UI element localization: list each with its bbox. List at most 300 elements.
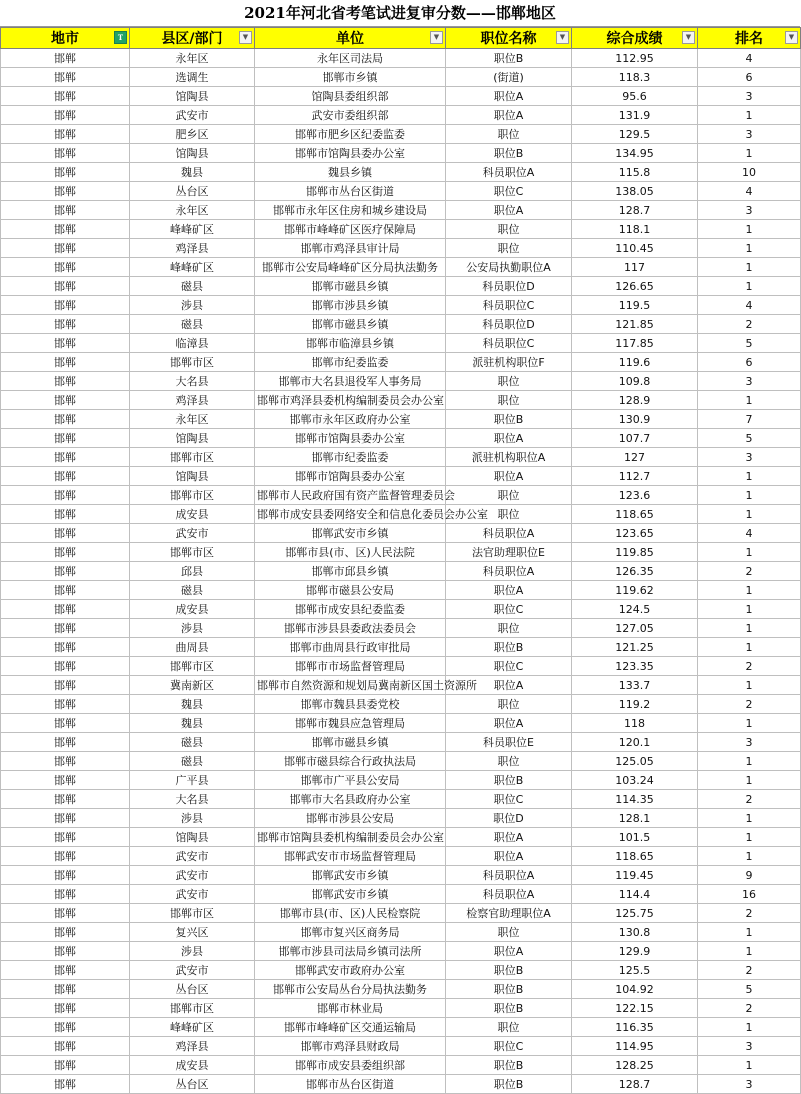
cell-unit[interactable]: 邯郸市馆陶县委机构编制委员会办公室 xyxy=(255,828,446,847)
cell-rank[interactable]: 1 xyxy=(698,714,801,733)
cell-district[interactable]: 鸡泽县 xyxy=(130,1037,255,1056)
table-row[interactable] xyxy=(1,847,801,866)
cell-city[interactable]: 邯郸 xyxy=(1,999,130,1018)
cell-rank[interactable]: 1 xyxy=(698,676,801,695)
cell-district[interactable]: 复兴区 xyxy=(130,923,255,942)
cell-district[interactable]: 邯郸市区 xyxy=(130,353,255,372)
cell-district[interactable]: 邯郸市区 xyxy=(130,543,255,562)
table-row[interactable] xyxy=(1,809,801,828)
cell-rank[interactable]: 7 xyxy=(698,410,801,429)
cell-position[interactable]: 职位B xyxy=(446,49,572,68)
table-row[interactable] xyxy=(1,429,801,448)
cell-rank[interactable]: 1 xyxy=(698,771,801,790)
cell-rank[interactable]: 1 xyxy=(698,467,801,486)
cell-rank[interactable]: 4 xyxy=(698,182,801,201)
cell-unit[interactable]: 邯郸武安市市场监督管理局 xyxy=(255,847,446,866)
table-row[interactable] xyxy=(1,676,801,695)
cell-city[interactable]: 邯郸 xyxy=(1,1075,130,1094)
cell-rank[interactable]: 1 xyxy=(698,600,801,619)
cell-city[interactable]: 邯郸 xyxy=(1,600,130,619)
cell-city[interactable]: 邯郸 xyxy=(1,448,130,467)
cell-rank[interactable]: 1 xyxy=(698,391,801,410)
cell-district[interactable]: 永年区 xyxy=(130,49,255,68)
table-row[interactable] xyxy=(1,866,801,885)
cell-city[interactable]: 邯郸 xyxy=(1,904,130,923)
cell-position[interactable]: 职位A xyxy=(446,847,572,866)
cell-position[interactable]: 职位B xyxy=(446,144,572,163)
cell-score[interactable]: 123.65 xyxy=(572,524,698,543)
cell-city[interactable]: 邯郸 xyxy=(1,220,130,239)
cell-city[interactable]: 邯郸 xyxy=(1,676,130,695)
cell-unit[interactable]: 邯郸市大名县政府办公室 xyxy=(255,790,446,809)
cell-district[interactable]: 涉县 xyxy=(130,296,255,315)
cell-city[interactable]: 邯郸 xyxy=(1,353,130,372)
cell-score[interactable]: 118.3 xyxy=(572,68,698,87)
table-row[interactable] xyxy=(1,790,801,809)
cell-score[interactable]: 120.1 xyxy=(572,733,698,752)
table-row[interactable] xyxy=(1,144,801,163)
cell-score[interactable]: 116.35 xyxy=(572,1018,698,1037)
cell-city[interactable]: 邯郸 xyxy=(1,942,130,961)
cell-city[interactable]: 邯郸 xyxy=(1,106,130,125)
cell-unit[interactable]: 邯郸市肥乡区纪委监委 xyxy=(255,125,446,144)
cell-district[interactable]: 魏县 xyxy=(130,695,255,714)
cell-unit[interactable]: 邯郸市临漳县乡镇 xyxy=(255,334,446,353)
cell-unit[interactable]: 邯郸市磁县乡镇 xyxy=(255,733,446,752)
cell-score[interactable]: 103.24 xyxy=(572,771,698,790)
cell-unit[interactable]: 邯郸市鸡泽县委机构编制委员会办公室 xyxy=(255,391,446,410)
table-row[interactable] xyxy=(1,657,801,676)
table-row[interactable] xyxy=(1,581,801,600)
cell-position[interactable]: 职位B xyxy=(446,1056,572,1075)
table-row[interactable] xyxy=(1,391,801,410)
cell-rank[interactable]: 5 xyxy=(698,980,801,999)
cell-score[interactable]: 119.85 xyxy=(572,543,698,562)
cell-position[interactable]: 公安局执勤职位A xyxy=(446,258,572,277)
cell-position[interactable]: 法官助理职位E xyxy=(446,543,572,562)
cell-rank[interactable]: 5 xyxy=(698,429,801,448)
cell-rank[interactable]: 2 xyxy=(698,999,801,1018)
cell-position[interactable]: 职位 xyxy=(446,486,572,505)
cell-score[interactable]: 114.95 xyxy=(572,1037,698,1056)
table-row[interactable] xyxy=(1,904,801,923)
cell-city[interactable]: 邯郸 xyxy=(1,695,130,714)
cell-position[interactable]: 职位A xyxy=(446,467,572,486)
cell-position[interactable]: 职位 xyxy=(446,220,572,239)
cell-position[interactable]: 职位C xyxy=(446,790,572,809)
cell-rank[interactable]: 3 xyxy=(698,201,801,220)
cell-rank[interactable]: 1 xyxy=(698,220,801,239)
table-row[interactable] xyxy=(1,638,801,657)
table-row[interactable] xyxy=(1,524,801,543)
cell-score[interactable]: 119.62 xyxy=(572,581,698,600)
cell-city[interactable]: 邯郸 xyxy=(1,524,130,543)
cell-position[interactable]: 职位D xyxy=(446,809,572,828)
cell-unit[interactable]: 邯郸市涉县县委政法委员会 xyxy=(255,619,446,638)
cell-position[interactable]: 职位A xyxy=(446,714,572,733)
cell-score[interactable]: 127.05 xyxy=(572,619,698,638)
cell-unit[interactable]: 邯郸市县(市、区)人民检察院 xyxy=(255,904,446,923)
cell-district[interactable]: 馆陶县 xyxy=(130,429,255,448)
cell-district[interactable]: 永年区 xyxy=(130,410,255,429)
cell-unit[interactable]: 邯郸市涉县乡镇 xyxy=(255,296,446,315)
cell-rank[interactable]: 1 xyxy=(698,847,801,866)
cell-city[interactable]: 邯郸 xyxy=(1,923,130,942)
cell-score[interactable]: 130.9 xyxy=(572,410,698,429)
cell-unit[interactable]: 邯郸市成安县委组织部 xyxy=(255,1056,446,1075)
cell-district[interactable]: 邯郸市区 xyxy=(130,448,255,467)
cell-position[interactable]: 职位 xyxy=(446,1018,572,1037)
cell-district[interactable]: 馆陶县 xyxy=(130,144,255,163)
cell-city[interactable]: 邯郸 xyxy=(1,638,130,657)
cell-unit[interactable]: 邯郸市磁县公安局 xyxy=(255,581,446,600)
cell-district[interactable]: 成安县 xyxy=(130,505,255,524)
cell-rank[interactable]: 1 xyxy=(698,619,801,638)
cell-rank[interactable]: 1 xyxy=(698,809,801,828)
cell-city[interactable]: 邯郸 xyxy=(1,1037,130,1056)
table-row[interactable] xyxy=(1,961,801,980)
cell-district[interactable]: 武安市 xyxy=(130,524,255,543)
cell-unit[interactable]: 魏县乡镇 xyxy=(255,163,446,182)
cell-unit[interactable]: 邯郸市磁县乡镇 xyxy=(255,277,446,296)
table-row[interactable] xyxy=(1,296,801,315)
filter-dropdown-icon[interactable]: ▼ xyxy=(556,31,569,44)
cell-city[interactable]: 邯郸 xyxy=(1,866,130,885)
cell-city[interactable]: 邯郸 xyxy=(1,809,130,828)
cell-city[interactable]: 邯郸 xyxy=(1,1018,130,1037)
cell-rank[interactable]: 3 xyxy=(698,1037,801,1056)
cell-position[interactable]: 职位 xyxy=(446,923,572,942)
cell-position[interactable]: 科员职位C xyxy=(446,334,572,353)
table-row[interactable] xyxy=(1,543,801,562)
cell-city[interactable]: 邯郸 xyxy=(1,239,130,258)
cell-position[interactable]: 派驻机构职位A xyxy=(446,448,572,467)
cell-unit[interactable]: 馆陶县委组织部 xyxy=(255,87,446,106)
table-row[interactable] xyxy=(1,1075,801,1094)
cell-position[interactable]: 职位A xyxy=(446,942,572,961)
cell-city[interactable]: 邯郸 xyxy=(1,467,130,486)
cell-position[interactable]: 科员职位C xyxy=(446,296,572,315)
cell-unit[interactable]: 邯郸市永年区住房和城乡建设局 xyxy=(255,201,446,220)
filter-dropdown-icon[interactable]: ▼ xyxy=(785,31,798,44)
cell-rank[interactable]: 2 xyxy=(698,562,801,581)
cell-unit[interactable]: 邯郸市魏县县委党校 xyxy=(255,695,446,714)
cell-unit[interactable]: 邯郸市成安县纪委监委 xyxy=(255,600,446,619)
cell-rank[interactable]: 9 xyxy=(698,866,801,885)
cell-unit[interactable]: 邯郸市人民政府国有资产监督管理委员会 xyxy=(255,486,446,505)
cell-district[interactable]: 武安市 xyxy=(130,847,255,866)
cell-city[interactable]: 邯郸 xyxy=(1,391,130,410)
cell-rank[interactable]: 10 xyxy=(698,163,801,182)
table-row[interactable] xyxy=(1,49,801,68)
table-row[interactable] xyxy=(1,334,801,353)
cell-score[interactable]: 125.75 xyxy=(572,904,698,923)
cell-rank[interactable]: 4 xyxy=(698,296,801,315)
cell-unit[interactable]: 邯郸武安市乡镇 xyxy=(255,885,446,904)
cell-unit[interactable]: 邯郸市邱县乡镇 xyxy=(255,562,446,581)
cell-city[interactable]: 邯郸 xyxy=(1,847,130,866)
cell-position[interactable]: 职位A xyxy=(446,581,572,600)
cell-rank[interactable]: 5 xyxy=(698,334,801,353)
cell-score[interactable]: 112.95 xyxy=(572,49,698,68)
cell-city[interactable]: 邯郸 xyxy=(1,182,130,201)
cell-score[interactable]: 125.05 xyxy=(572,752,698,771)
cell-unit[interactable]: 邯郸市磁县乡镇 xyxy=(255,315,446,334)
cell-district[interactable]: 曲周县 xyxy=(130,638,255,657)
cell-position[interactable]: 职位B xyxy=(446,999,572,1018)
cell-city[interactable]: 邯郸 xyxy=(1,429,130,448)
cell-rank[interactable]: 2 xyxy=(698,315,801,334)
cell-unit[interactable]: 邯郸市丛台区街道 xyxy=(255,1075,446,1094)
table-row[interactable] xyxy=(1,87,801,106)
cell-position[interactable]: 职位A xyxy=(446,828,572,847)
cell-unit[interactable]: 邯郸市广平县公安局 xyxy=(255,771,446,790)
cell-score[interactable]: 118 xyxy=(572,714,698,733)
table-row[interactable] xyxy=(1,600,801,619)
table-row[interactable] xyxy=(1,486,801,505)
cell-district[interactable]: 选调生 xyxy=(130,68,255,87)
table-row[interactable] xyxy=(1,695,801,714)
cell-score[interactable]: 129.5 xyxy=(572,125,698,144)
cell-position[interactable]: 职位A xyxy=(446,201,572,220)
cell-district[interactable]: 磁县 xyxy=(130,733,255,752)
cell-score[interactable]: 128.9 xyxy=(572,391,698,410)
filter-dropdown-icon[interactable]: ▼ xyxy=(682,31,695,44)
cell-district[interactable]: 大名县 xyxy=(130,790,255,809)
cell-score[interactable]: 130.8 xyxy=(572,923,698,942)
cell-position[interactable]: 职位B xyxy=(446,961,572,980)
table-row[interactable] xyxy=(1,201,801,220)
cell-rank[interactable]: 3 xyxy=(698,448,801,467)
cell-city[interactable]: 邯郸 xyxy=(1,885,130,904)
cell-rank[interactable]: 1 xyxy=(698,505,801,524)
cell-position[interactable]: 职位A xyxy=(446,87,572,106)
cell-city[interactable]: 邯郸 xyxy=(1,258,130,277)
cell-district[interactable]: 邯郸市区 xyxy=(130,904,255,923)
filter-active-icon[interactable]: T xyxy=(114,31,127,44)
table-row[interactable] xyxy=(1,163,801,182)
table-row[interactable] xyxy=(1,714,801,733)
cell-unit[interactable]: 邯郸武安市乡镇 xyxy=(255,866,446,885)
table-row[interactable] xyxy=(1,619,801,638)
cell-unit[interactable]: 邯郸市馆陶县委办公室 xyxy=(255,429,446,448)
cell-position[interactable]: 职位A xyxy=(446,106,572,125)
cell-score[interactable]: 123.35 xyxy=(572,657,698,676)
table-row[interactable] xyxy=(1,182,801,201)
cell-score[interactable]: 101.5 xyxy=(572,828,698,847)
cell-city[interactable]: 邯郸 xyxy=(1,163,130,182)
table-row[interactable] xyxy=(1,1018,801,1037)
cell-city[interactable]: 邯郸 xyxy=(1,87,130,106)
cell-city[interactable]: 邯郸 xyxy=(1,144,130,163)
cell-score[interactable]: 121.85 xyxy=(572,315,698,334)
cell-position[interactable]: 职位 xyxy=(446,619,572,638)
cell-district[interactable]: 鸡泽县 xyxy=(130,239,255,258)
cell-district[interactable]: 鸡泽县 xyxy=(130,391,255,410)
cell-district[interactable]: 成安县 xyxy=(130,600,255,619)
table-row[interactable] xyxy=(1,733,801,752)
table-row[interactable] xyxy=(1,353,801,372)
cell-unit[interactable]: 邯郸市大名县退役军人事务局 xyxy=(255,372,446,391)
cell-district[interactable]: 馆陶县 xyxy=(130,828,255,847)
cell-district[interactable]: 武安市 xyxy=(130,961,255,980)
table-row[interactable] xyxy=(1,942,801,961)
table-row[interactable] xyxy=(1,372,801,391)
cell-city[interactable]: 邯郸 xyxy=(1,315,130,334)
cell-score[interactable]: 117 xyxy=(572,258,698,277)
cell-district[interactable]: 丛台区 xyxy=(130,182,255,201)
cell-score[interactable]: 125.5 xyxy=(572,961,698,980)
cell-score[interactable]: 128.7 xyxy=(572,1075,698,1094)
table-row[interactable] xyxy=(1,467,801,486)
cell-unit[interactable]: 邯郸市馆陶县委办公室 xyxy=(255,467,446,486)
table-row[interactable] xyxy=(1,239,801,258)
cell-position[interactable]: 科员职位E xyxy=(446,733,572,752)
cell-position[interactable]: 职位A xyxy=(446,676,572,695)
cell-district[interactable]: 邱县 xyxy=(130,562,255,581)
cell-district[interactable]: 峰峰矿区 xyxy=(130,1018,255,1037)
cell-score[interactable]: 123.6 xyxy=(572,486,698,505)
cell-position[interactable]: 职位 xyxy=(446,752,572,771)
table-row[interactable] xyxy=(1,562,801,581)
cell-unit[interactable]: 邯郸市自然资源和规划局冀南新区国土资源所 xyxy=(255,676,446,695)
table-row[interactable] xyxy=(1,828,801,847)
cell-unit[interactable]: 邯郸市纪委监委 xyxy=(255,448,446,467)
cell-unit[interactable]: 武安市委组织部 xyxy=(255,106,446,125)
cell-score[interactable]: 110.45 xyxy=(572,239,698,258)
cell-position[interactable]: (街道) xyxy=(446,68,572,87)
cell-unit[interactable]: 邯郸市乡镇 xyxy=(255,68,446,87)
cell-score[interactable]: 138.05 xyxy=(572,182,698,201)
cell-unit[interactable]: 邯郸市涉县司法局乡镇司法所 xyxy=(255,942,446,961)
cell-rank[interactable]: 1 xyxy=(698,752,801,771)
cell-city[interactable]: 邯郸 xyxy=(1,543,130,562)
cell-rank[interactable]: 1 xyxy=(698,486,801,505)
cell-score[interactable]: 119.6 xyxy=(572,353,698,372)
cell-unit[interactable]: 邯郸武安市政府办公室 xyxy=(255,961,446,980)
cell-city[interactable]: 邯郸 xyxy=(1,828,130,847)
cell-rank[interactable]: 3 xyxy=(698,733,801,752)
cell-city[interactable]: 邯郸 xyxy=(1,980,130,999)
cell-rank[interactable]: 1 xyxy=(698,277,801,296)
cell-city[interactable]: 邯郸 xyxy=(1,372,130,391)
cell-district[interactable]: 丛台区 xyxy=(130,980,255,999)
cell-district[interactable]: 磁县 xyxy=(130,277,255,296)
cell-unit[interactable]: 邯郸市鸡泽县财政局 xyxy=(255,1037,446,1056)
cell-unit[interactable]: 邯郸市馆陶县委办公室 xyxy=(255,144,446,163)
table-row[interactable] xyxy=(1,220,801,239)
cell-unit[interactable]: 邯郸市魏县应急管理局 xyxy=(255,714,446,733)
cell-position[interactable]: 职位 xyxy=(446,239,572,258)
table-row[interactable] xyxy=(1,1037,801,1056)
cell-district[interactable]: 魏县 xyxy=(130,163,255,182)
cell-position[interactable]: 职位C xyxy=(446,600,572,619)
cell-district[interactable]: 临漳县 xyxy=(130,334,255,353)
cell-district[interactable]: 广平县 xyxy=(130,771,255,790)
cell-rank[interactable]: 1 xyxy=(698,942,801,961)
cell-rank[interactable]: 2 xyxy=(698,961,801,980)
cell-score[interactable]: 107.7 xyxy=(572,429,698,448)
cell-city[interactable]: 邯郸 xyxy=(1,657,130,676)
cell-city[interactable]: 邯郸 xyxy=(1,49,130,68)
cell-district[interactable]: 磁县 xyxy=(130,315,255,334)
cell-score[interactable]: 114.35 xyxy=(572,790,698,809)
cell-district[interactable]: 成安县 xyxy=(130,1056,255,1075)
cell-unit[interactable]: 邯郸市永年区政府办公室 xyxy=(255,410,446,429)
cell-position[interactable]: 科员职位A xyxy=(446,866,572,885)
cell-rank[interactable]: 16 xyxy=(698,885,801,904)
cell-position[interactable]: 科员职位A xyxy=(446,562,572,581)
cell-rank[interactable]: 1 xyxy=(698,239,801,258)
cell-score[interactable]: 128.1 xyxy=(572,809,698,828)
cell-city[interactable]: 邯郸 xyxy=(1,486,130,505)
cell-position[interactable]: 职位B xyxy=(446,638,572,657)
cell-rank[interactable]: 1 xyxy=(698,923,801,942)
cell-district[interactable]: 武安市 xyxy=(130,866,255,885)
table-row[interactable] xyxy=(1,752,801,771)
cell-unit[interactable]: 邯郸市公安局峰峰矿区分局执法勤务 xyxy=(255,258,446,277)
cell-unit[interactable]: 邯郸市林业局 xyxy=(255,999,446,1018)
table-row[interactable] xyxy=(1,1056,801,1075)
cell-unit[interactable]: 邯郸市成安县委网络安全和信息化委员会办公室 xyxy=(255,505,446,524)
cell-score[interactable]: 133.7 xyxy=(572,676,698,695)
cell-score[interactable]: 128.7 xyxy=(572,201,698,220)
cell-district[interactable]: 肥乡区 xyxy=(130,125,255,144)
cell-position[interactable]: 派驻机构职位F xyxy=(446,353,572,372)
cell-rank[interactable]: 3 xyxy=(698,1075,801,1094)
cell-position[interactable]: 科员职位A xyxy=(446,163,572,182)
cell-district[interactable]: 磁县 xyxy=(130,581,255,600)
cell-score[interactable]: 122.15 xyxy=(572,999,698,1018)
cell-score[interactable]: 119.2 xyxy=(572,695,698,714)
cell-rank[interactable]: 6 xyxy=(698,68,801,87)
cell-district[interactable]: 涉县 xyxy=(130,619,255,638)
cell-city[interactable]: 邯郸 xyxy=(1,790,130,809)
cell-score[interactable]: 109.8 xyxy=(572,372,698,391)
cell-position[interactable]: 检察官助理职位A xyxy=(446,904,572,923)
cell-district[interactable]: 馆陶县 xyxy=(130,467,255,486)
cell-score[interactable]: 131.9 xyxy=(572,106,698,125)
cell-city[interactable]: 邯郸 xyxy=(1,410,130,429)
cell-position[interactable]: 科员职位D xyxy=(446,277,572,296)
cell-city[interactable]: 邯郸 xyxy=(1,581,130,600)
cell-position[interactable]: 科员职位D xyxy=(446,315,572,334)
cell-city[interactable]: 邯郸 xyxy=(1,334,130,353)
cell-position[interactable]: 职位 xyxy=(446,391,572,410)
cell-position[interactable]: 职位 xyxy=(446,372,572,391)
cell-unit[interactable]: 邯郸市丛台区街道 xyxy=(255,182,446,201)
cell-unit[interactable]: 邯郸市鸡泽县审计局 xyxy=(255,239,446,258)
table-row[interactable] xyxy=(1,448,801,467)
cell-score[interactable]: 115.8 xyxy=(572,163,698,182)
cell-unit[interactable]: 邯郸市纪委监委 xyxy=(255,353,446,372)
cell-unit[interactable]: 邯郸市涉县公安局 xyxy=(255,809,446,828)
cell-city[interactable]: 邯郸 xyxy=(1,68,130,87)
table-row[interactable] xyxy=(1,771,801,790)
cell-score[interactable]: 126.35 xyxy=(572,562,698,581)
cell-rank[interactable]: 1 xyxy=(698,581,801,600)
cell-rank[interactable]: 1 xyxy=(698,106,801,125)
cell-district[interactable]: 涉县 xyxy=(130,942,255,961)
cell-position[interactable]: 职位A xyxy=(446,429,572,448)
cell-rank[interactable]: 2 xyxy=(698,695,801,714)
cell-city[interactable]: 邯郸 xyxy=(1,1056,130,1075)
cell-unit[interactable]: 邯郸市峰峰矿区交通运输局 xyxy=(255,1018,446,1037)
cell-district[interactable]: 永年区 xyxy=(130,201,255,220)
cell-city[interactable]: 邯郸 xyxy=(1,562,130,581)
cell-position[interactable]: 科员职位A xyxy=(446,885,572,904)
cell-rank[interactable]: 2 xyxy=(698,657,801,676)
